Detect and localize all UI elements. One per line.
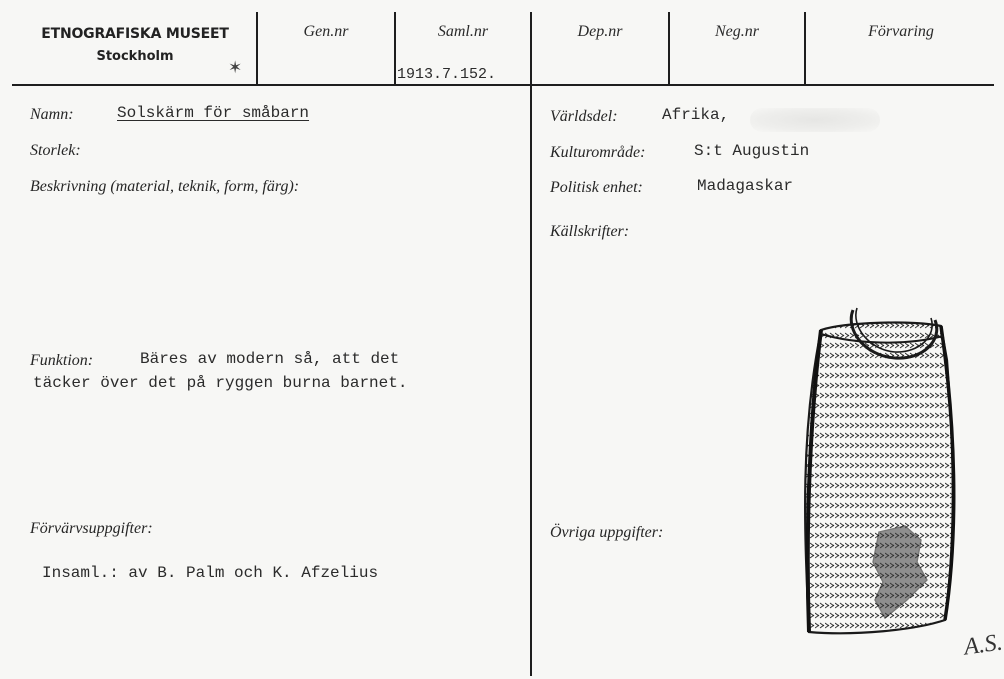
forvaring-label: Förvaring bbox=[868, 23, 934, 40]
politisk-label: Politisk enhet: bbox=[550, 179, 643, 196]
kulturomrade-label: Kulturområde: bbox=[550, 144, 646, 161]
header-rule bbox=[12, 84, 994, 86]
museum-city: Stockholm bbox=[96, 49, 174, 64]
dep-nr-label: Dep.nr bbox=[577, 23, 623, 40]
neg-nr-label: Neg.nr bbox=[715, 23, 759, 40]
beskrivning-label: Beskrivning (material, teknik, form, färg): bbox=[30, 178, 300, 195]
forvarv-label: Förvärvsuppgifter: bbox=[30, 520, 153, 537]
politisk-value: Madagaskar bbox=[697, 177, 794, 195]
varldsdel-value: Afrika, bbox=[662, 106, 730, 124]
initials: A.S. bbox=[962, 629, 1004, 661]
star-mark-icon: ✶ bbox=[228, 58, 243, 78]
varldsdel-label: Världsdel: bbox=[550, 108, 618, 125]
kulturomrade-value: S:t Augustin bbox=[694, 142, 810, 160]
saml-nr-label: Saml.nr bbox=[437, 23, 489, 40]
ovriga-label: Övriga uppgifter: bbox=[550, 524, 664, 541]
storlek-label: Storlek: bbox=[30, 142, 81, 159]
kallskrifter-label: Källskrifter: bbox=[550, 223, 630, 240]
gen-nr-label: Gen.nr bbox=[303, 23, 349, 40]
museum-name: ETNOGRAFISKA MUSEET bbox=[41, 26, 229, 42]
funktion-line-1: Bäres av modern så, att det bbox=[140, 350, 400, 368]
funktion-label: Funktion: bbox=[30, 352, 94, 369]
woven-sunshade-sketch-icon bbox=[795, 300, 965, 640]
forvarv-value: Insaml.: av B. Palm och K. Afzelius bbox=[42, 564, 379, 582]
funktion-line-2: täcker över det på ryggen burna barnet. bbox=[33, 374, 408, 392]
erased-smudge bbox=[750, 108, 880, 132]
namn-value: Solskärm för småbarn bbox=[117, 104, 310, 122]
namn-label: Namn: bbox=[30, 106, 74, 123]
center-divider bbox=[530, 84, 532, 676]
saml-nr-value: 1913.7.152. bbox=[397, 66, 497, 83]
